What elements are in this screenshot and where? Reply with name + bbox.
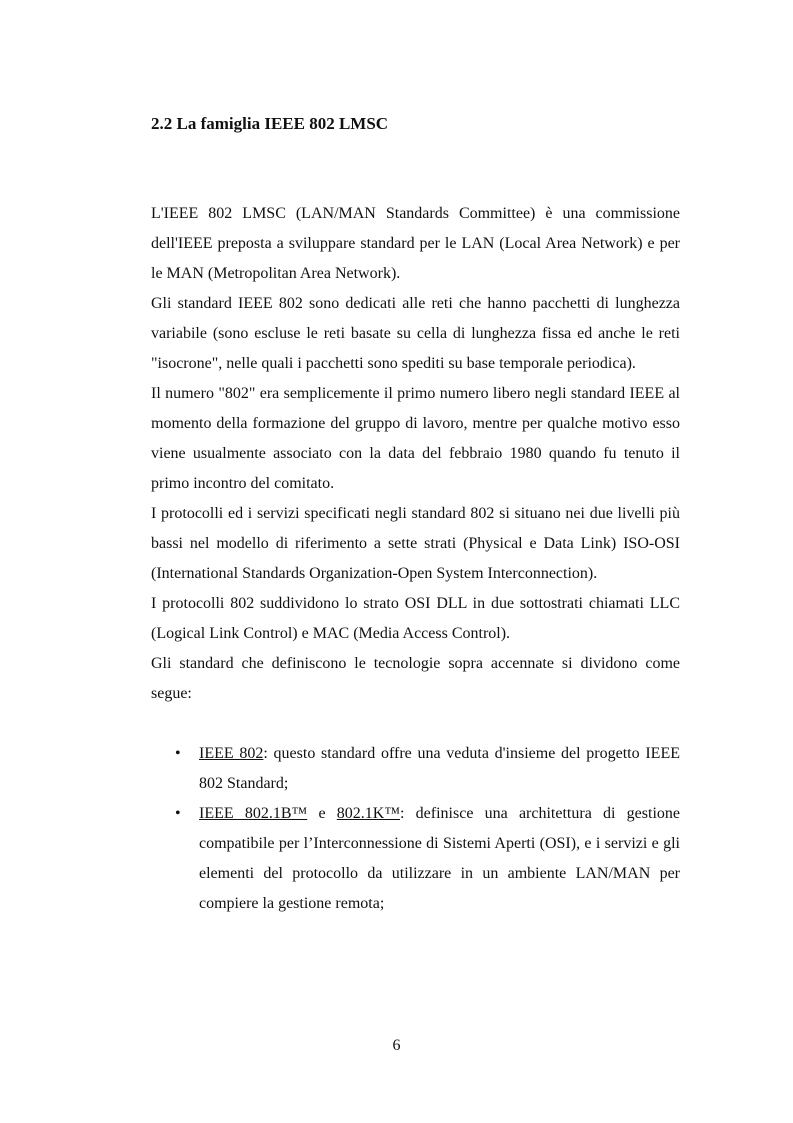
paragraph: I protocolli 802 suddividono lo strato OSI DLL in due sottostrati chiamati LLC (Logical Link Control) e MAC (Media Access Control). xyxy=(151,595,680,642)
link-ieee-802-1b[interactable]: IEEE 802.1B™ xyxy=(199,805,308,822)
page-number: 6 xyxy=(392,1037,401,1054)
list-spacer xyxy=(151,709,680,739)
paragraph: I protocolli ed i servizi specificati negli standard 802 si situano nei due livelli più bassi nel modello di riferimento a sette strati (Physical e Data Link) ISO-OSI (International Standards Organization-Open System Interconnection). xyxy=(151,505,680,582)
body-text xyxy=(151,199,680,919)
link-802-1k[interactable]: 802.1K™ xyxy=(336,805,400,822)
standards-list xyxy=(151,739,680,919)
list-item-text: : questo standard offre una veduta d'insieme del progetto IEEE 802 Standard; xyxy=(199,745,680,792)
paragraph: Il numero "802" era semplicemente il primo numero libero negli standard IEEE al momento della formazione del gruppo di lavoro, mentre per qualche motivo esso viene usualmente associato con la data del febbraio 1980 quando fu tenuto il primo incontro del comitato. xyxy=(151,385,680,492)
section-heading: 2.2 La famiglia IEEE 802 LMSC xyxy=(151,114,389,133)
list-item-text: : definisce una architettura di gestione compatibile per l’Interconnessione di Sistemi Aperti (OSI), e i servizi e gli elementi del protocollo da utilizzare in un ambiente LAN/MAN per compiere la gestione remota; xyxy=(199,805,680,912)
paragraph: L'IEEE 802 LMSC (LAN/MAN Standards Committee) è una commissione dell'IEEE preposta a sviluppare standard per le LAN (Local Area Network) e per le MAN (Metropolitan Area Network). xyxy=(151,205,680,282)
bullet-icon: • xyxy=(175,745,181,762)
list-item xyxy=(151,739,680,799)
paragraph: Gli standard IEEE 802 sono dedicati alle reti che hanno pacchetti di lunghezza variabile (sono escluse le reti basate su cella di lunghezza fissa ed anche le reti "isocrone", nelle quali i pacchetti sono spediti su base temporale periodica). xyxy=(151,295,680,372)
link-ieee-802[interactable]: IEEE 802 xyxy=(199,745,264,762)
list-item xyxy=(151,799,680,919)
bullet-icon: • xyxy=(175,805,181,822)
list-item-connector: e xyxy=(307,805,337,822)
paragraph: Gli standard che definiscono le tecnologie sopra accennate si dividono come segue: xyxy=(151,655,680,702)
